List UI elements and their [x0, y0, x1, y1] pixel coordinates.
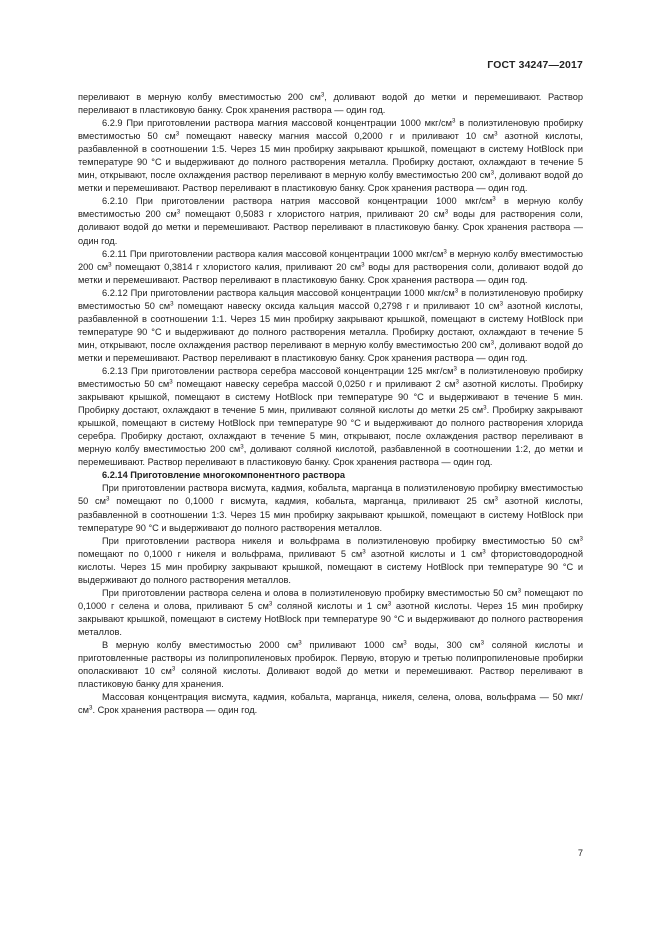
paragraph-6-2-10: 6.2.10 При приготовлении раствора натрия массовой концентрации 1000 мкг/$см^3$ в мерную колбу вместимостью 200 $см^3$ помещают 0,5083 г хлористого натрия, приливают 20 $см^3$ воды для растворения соли, доливают водой до метки и перемешивают. Раствор переливают в пластиковую банку. Срок хранения раствора — один год.	[78, 195, 583, 246]
paragraph-multi-concentration: Массовая концентрация висмута, кадмия, кобальта, марганца, никеля, селена, олова, вольфрама — 50 мкг/$см^3$. Срок хранения раствора — один год.	[78, 692, 583, 716]
document-number: ГОСТ 34247—2017	[487, 60, 583, 71]
paragraph-continuation: переливают в мерную колбу вместимостью 200 $см^3$, доливают водой до метки и перемешивают. Раствор переливают в пластиковую банку. Срок хранения раствора — один год.	[78, 91, 583, 116]
paragraph-multi-se-sn: При приготовлении раствора селена и олова в полиэтиленовую пробирку вместимостью 50 $см^3$ помещают по 0,1000 г селена и олова, приливают 5 $см^3$ соляной кислоты и 1 $см^3$ азотной кислоты. Через 15 мин пробирку закрывают крышкой, помещают в систему HotBlock при температуре 90 °С и выдерживают до полного растворения металлов.	[78, 587, 583, 637]
paragraph-6-2-9: 6.2.9 При приготовлении раствора магния массовой концентрации 1000 мкг/$см^3$ в полиэтиленовую пробирку вместимостью 50 $см^3$ помещают навеску магния массой 0,2000 г и приливают 10 $см^3$ азотной кислоты, разбавленной в соотношении 1:5. Через 15 мин пробирку закрывают крышкой, помещают в систему HotBlock при температуре 90 °С и выдерживают до полного растворения металла. Пробирку достают, охлаждают в течение 5 мин, открывают, после охлаждения раствор переливают в мерную колбу вместимостью 200 $см^3$, доливают водой до метки и перемешивают. Раствор переливают в пластиковую банку. Срок хранения раствора — один год.	[78, 117, 583, 194]
section-heading-6-2-14: 6.2.14 Приготовление многокомпонентного раствора	[102, 470, 346, 481]
paragraph-multi-ni-w: При приготовлении раствора никеля и вольфрама в полиэтиленовую пробирку вместимостью 50 $см^3$ помещают по 0,1000 г никеля и вольфрама, приливают 5 $см^3$ азотной кислоты и 1 $см^3$ фтористоводородной кислоты. Через 15 мин пробирку закрывают крышкой, помещают в систему HotBlock при температуре 90 °С и выдерживают до полного растворения металлов.	[78, 535, 583, 585]
document-body	[78, 91, 583, 717]
paragraph-6-2-11: 6.2.11 При приготовлении раствора калия массовой концентрации 1000 мкг/$см^3$ в мерную колбу вместимостью 200 $см^3$ помещают 0,3814 г хлористого калия, приливают 20 $см^3$ воды для растворения соли, доливают водой до метки и перемешивают. Раствор переливают в пластиковую банку. Срок хранения раствора — один год.	[78, 247, 583, 285]
paragraph-multi-mixing: В мерную колбу вместимостью 2000 $см^3$ приливают 1000 $см^3$ воды, 300 $см^3$ соляной кислоты и приготовленные растворы из полипропиленовых пробирок. Первую, вторую и третью полипропиленовые пробирки ополаскивают 10 $см^3$ соляной кислоты. Доливают водой до метки и перемешивают. Раствор переливают в пластиковую банку для хранения.	[78, 639, 583, 690]
paragraph-6-2-12: 6.2.12 При приготовлении раствора кальция массовой концентрации 1000 мкг/$см^3$ в полиэтиленовую пробирку вместимостью 50 $см^3$ помещают навеску оксида кальция массой 0,2798 г и приливают 10 $см^3$ азотной кислоты, разбавленной в соотношении 1:1. Через 15 мин пробирку закрывают крышкой, помещают в систему HotBlock при температуре 90 °С и выдерживают до полного растворения металла. Пробирку достают, охлаждают в течение 5 мин, открывают, после охлаждения раствор переливают в мерную колбу вместимостью 200 $см^3$, доливают водой до метки и перемешивают. Раствор переливают в пластиковую банку. Срок хранения раствора — один год.	[78, 287, 584, 363]
page-number: 7	[577, 848, 583, 858]
paragraph-6-2-13: 6.2.13 При приготовлении раствора серебра массовой концентрации 125 мкг/$см^3$ в полиэтиленовую пробирку вместимостью 50 $см^3$ помещают навеску серебра массой 0,0250 г и приливают 2 $см^3$ азотной кислоты. Пробирку закрывают крышкой, помещают в систему HotBlock при температуре 90 °С и выдерживают в течение 5 мин. Пробирку достают, охлаждают в течение 5 мин, приливают соляной кислоты до метки 25 $см^3$. Пробирку закрывают крышкой, помещают в систему HotBlock при температуре 90 °С и выдерживают до полного растворения хлорида серебра. Пробирку достают, охлаждают в течение 5 мин, открывают, после охлаждения раствор переливают в мерную колбу вместимостью 200 $см^3$, доливают соляной кислотой, разбавленной в соотношении 1:2, до метки и перемешивают. Раствор переливают в пластиковую банку. Срок хранения раствора — один год.	[78, 365, 584, 468]
paragraph-multi-bi-cd-co-mn: При приготовлении раствора висмута, кадмия, кобальта, марганца в полиэтиленовую пробирку вместимостью 50 $см^3$ помещают по 0,1000 г висмута, кадмия, кобальта, марганца, приливают 25 $см^3$ азотной кислоты, разбавленной в соотношении 1:3. Через 15 мин пробирку закрывают крышкой, помещают в систему HotBlock при температуре 90 °С и выдерживают до полного растворения металлов.	[78, 483, 583, 533]
